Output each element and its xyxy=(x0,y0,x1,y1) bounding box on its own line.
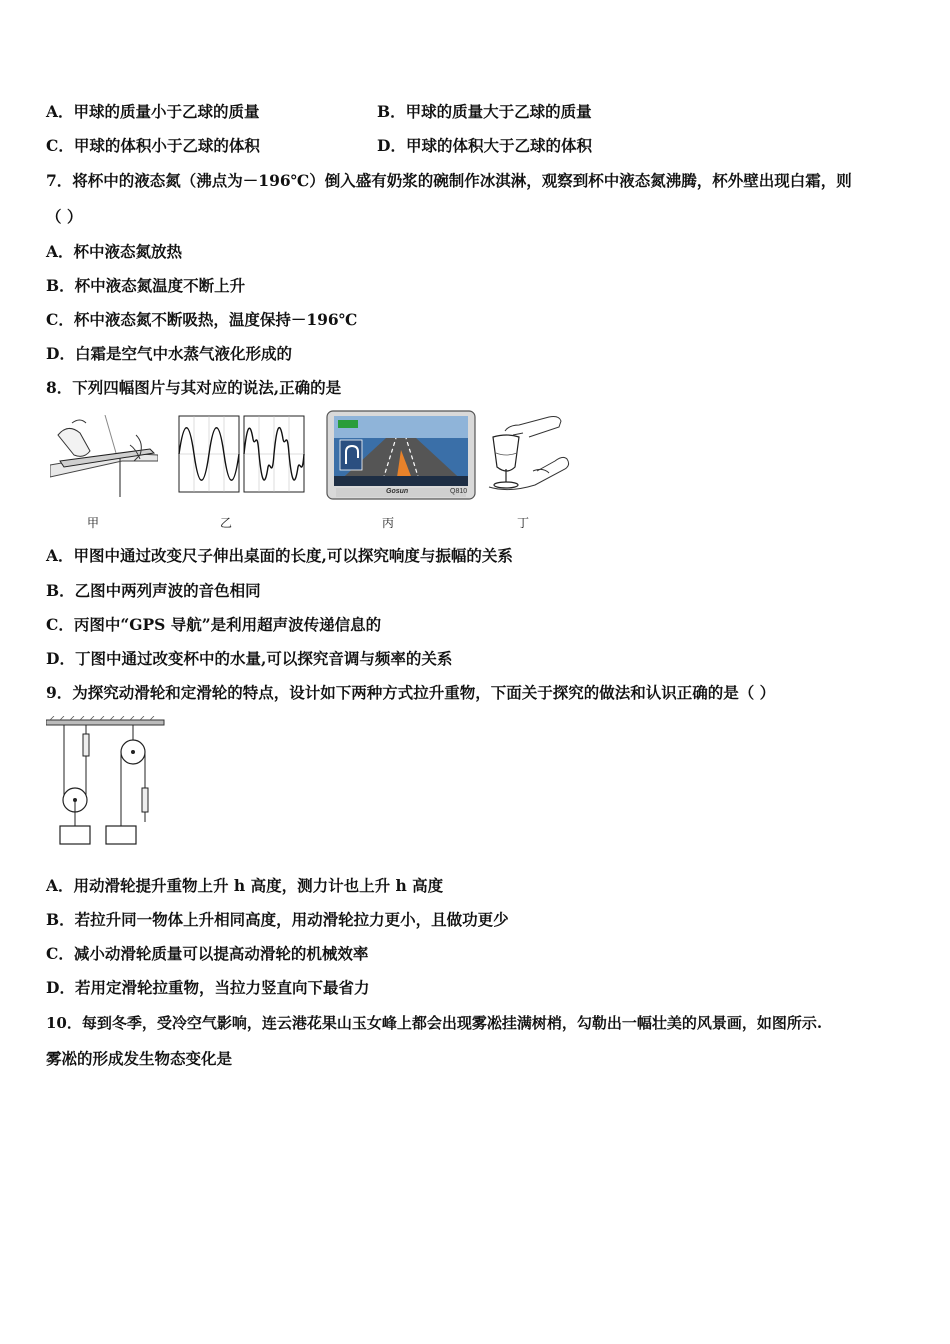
q7-blank: （ ） xyxy=(46,207,83,226)
q9-option-c: C．减小动滑轮质量可以提高动滑轮的机械效率 xyxy=(46,944,369,963)
gps-model-label: Q810 xyxy=(450,488,468,495)
gps-brand-label: Gosun xyxy=(386,488,409,495)
q8-stem: 8．下列四幅图片与其对应的说法,正确的是 xyxy=(46,378,342,397)
q6-option-b: B．甲球的质量大于乙球的质量 xyxy=(377,102,592,121)
q10-stem-line2: 雾凇的形成发生物态变化是 xyxy=(46,1049,233,1068)
ruler-vibration-figure xyxy=(50,415,158,497)
q6-option-d: D．甲球的体积大于乙球的体积 xyxy=(377,136,592,155)
q9-option-d: D．若用定滑轮拉重物，当拉力竖直向下最省力 xyxy=(46,978,370,997)
q8-option-d: D．丁图中通过改变杯中的水量,可以探究音调与频率的关系 xyxy=(46,649,453,668)
caption-bing: 丙 xyxy=(382,516,395,530)
q7-stem: 7．将杯中的液态氮（沸点为－196℃）倒入盛有奶浆的碗制作冰淇淋，观察到杯中液态氮沸腾，杯外壁出现白霜，则 xyxy=(46,171,852,190)
q6-option-a: A．甲球的质量小于乙球的质量 xyxy=(46,102,260,121)
q8-option-b: B．乙图中两列声波的音色相同 xyxy=(46,581,261,600)
q7-option-d: D．白霜是空气中水蒸气液化形成的 xyxy=(46,344,292,363)
q8-option-c: C．丙图中“GPS 导航”是利用超声波传递信息的 xyxy=(46,615,382,634)
pulley-figure xyxy=(46,716,166,848)
caption-ding: 丁 xyxy=(517,516,530,530)
q6-option-c: C．甲球的体积小于乙球的体积 xyxy=(46,136,260,155)
wine-glass-figure xyxy=(485,413,571,497)
q9-option-a: A．用动滑轮提升重物上升 h 高度，测力计也上升 h 高度 xyxy=(46,876,444,895)
caption-yi: 乙 xyxy=(220,516,233,530)
caption-jia: 甲 xyxy=(87,516,100,530)
q7-option-a: A．杯中液态氮放热 xyxy=(46,242,183,261)
sound-wave-figure xyxy=(178,415,306,495)
q7-option-c: C．杯中液态氮不断吸热，温度保持－196℃ xyxy=(46,310,358,329)
q9-option-b: B．若拉升同一物体上升相同高度，用动滑轮拉力更小，且做功更少 xyxy=(46,910,509,929)
q7-option-b: B．杯中液态氮温度不断上升 xyxy=(46,276,246,295)
q9-stem: 9．为探究动滑轮和定滑轮的特点，设计如下两种方式拉升重物，下面关于探究的做法和认识正确的是（ ） xyxy=(46,683,776,702)
q8-option-a: A．甲图中通过改变尺子伸出桌面的长度,可以探究响度与振幅的关系 xyxy=(46,546,513,565)
q10-stem-line1: 10．每到冬季，受冷空气影响，连云港花果山玉女峰上都会出现雾凇挂满树梢，勾勒出一幅壮美的风景画，如图所示. xyxy=(46,1014,823,1032)
gps-navigator-figure xyxy=(326,410,476,500)
